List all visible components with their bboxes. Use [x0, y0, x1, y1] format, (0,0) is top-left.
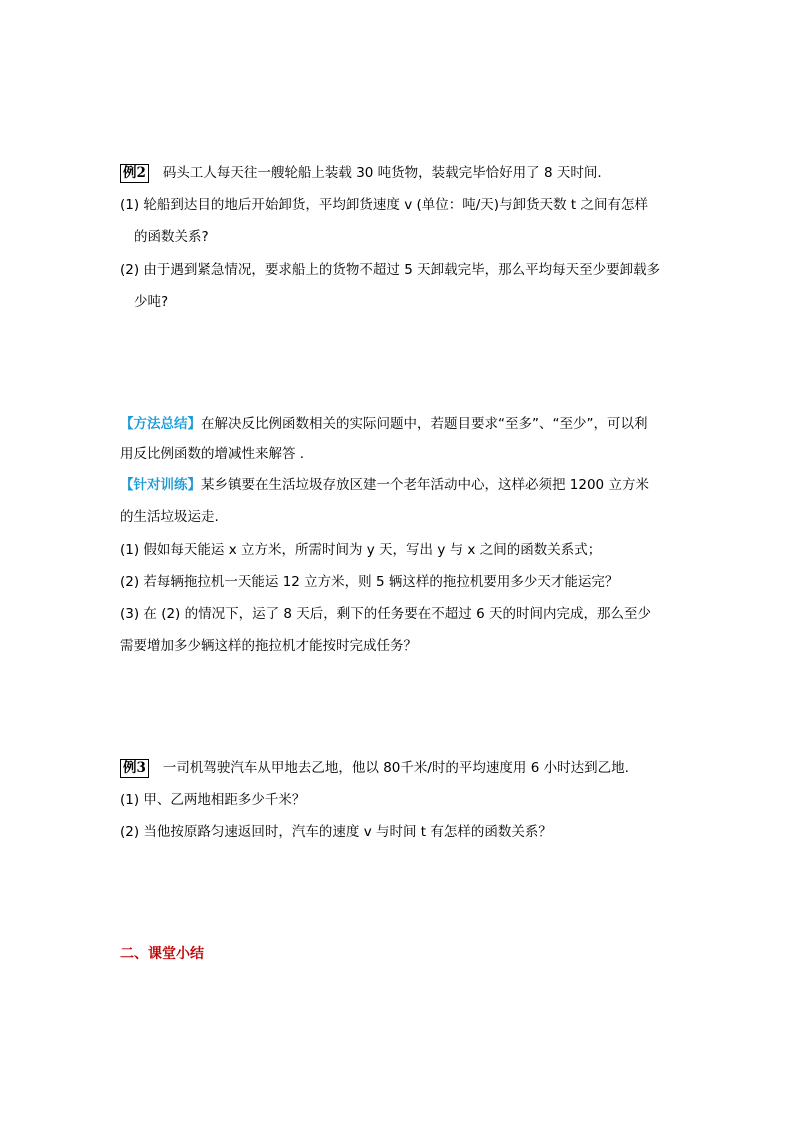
method-summary-text1: 在解决反比例函数相关的实际问题中，若题目要求“至多”、“至少”，可以利: [201, 416, 648, 432]
example3-q1: (1) 甲、乙两地相距多少千米？: [120, 792, 306, 808]
example2-intro-line: [120, 163, 602, 183]
method-summary-tag: 【方法总结】: [120, 416, 201, 432]
training-text1: 某乡镇要在生活垃圾存放区建一个老年活动中心，这样必须把 1200 立方米: [201, 477, 649, 493]
example3-intro-line: [120, 758, 629, 778]
method-summary-line2: 用反比例函数的增减性来解答 .: [120, 446, 305, 462]
section2-heading: 二、课堂小结: [120, 946, 204, 962]
example2-q1-line2: 的函数关系?: [134, 229, 209, 245]
training-q2: (2) 若每辆拖拉机一天能运 12 立方米，则 5 辆这样的拖拉机要用多少天才能运完？: [120, 574, 619, 590]
example2-intro: 码头工人每天往一艘轮船上装载 30 吨货物，装载完毕恰好用了 8 天时间.: [162, 165, 602, 181]
training-q3-line2: 需要增加多少辆这样的拖拉机才能按时完成任务？: [120, 638, 417, 654]
example2-q1-line1: (1) 轮船到达目的地后开始卸货，平均卸货速度 v (单位：吨/天)与卸货天数 t 之间有怎样: [120, 197, 648, 213]
training-tag: 【针对训练】: [120, 477, 201, 493]
example2-label: 例2: [120, 164, 149, 183]
training-line1: [120, 475, 649, 495]
training-line2: 的生活垃圾运走.: [120, 509, 219, 525]
example3-q2: (2) 当他按原路匀速返回时，汽车的速度 v 与时间 t 有怎样的函数关系？: [120, 824, 552, 840]
example2-q2-line2: 少吨?: [134, 294, 169, 310]
example3-label: 例3: [120, 759, 149, 778]
method-summary-line1: [120, 414, 647, 434]
training-q3-line1: (3) 在 (2) 的情况下，运了 8 天后，剩下的任务要在不超过 6 天的时间内完成，那么至少: [120, 606, 651, 622]
training-q1: (1) 假如每天能运 x 立方米，所需时间为 y 天，写出 y 与 x 之间的函数关系式；: [120, 542, 602, 558]
example3-intro: 一司机驾驶汽车从甲地去乙地，他以 80千米/时的平均速度用 6 小时达到乙地.: [162, 760, 629, 776]
example2-q2-line1: (2) 由于遇到紧急情况，要求船上的货物不超过 5 天卸载完毕，那么平均每天至少要卸载多: [120, 262, 661, 278]
